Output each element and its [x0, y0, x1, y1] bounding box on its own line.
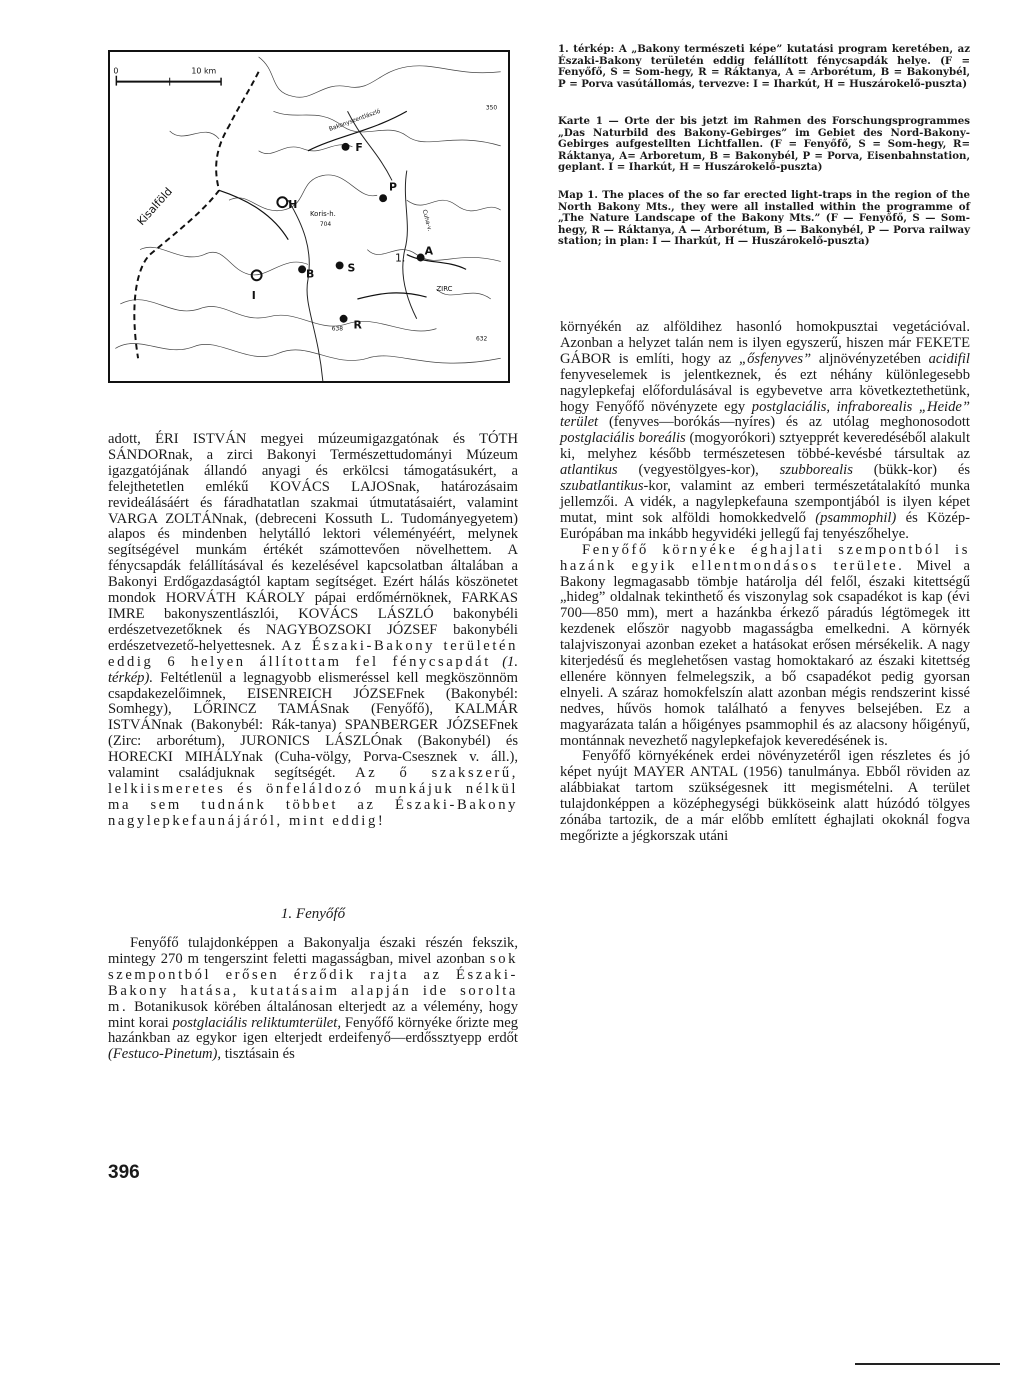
left-column-section-text [108, 936, 518, 1063]
fenyofo-text-4: tisztásain és [224, 1046, 295, 1063]
vegetation-paragraph [560, 320, 970, 543]
scale-start-label: 0 [113, 66, 119, 76]
rivers [288, 111, 416, 381]
marker-f-label: F [355, 140, 363, 154]
acknowledgements-paragraph [108, 432, 518, 830]
map-reference: (1. térkép). [108, 653, 518, 686]
right-column-text [560, 320, 970, 845]
veg-italic-6: szubborealis [779, 462, 853, 479]
fenyofo-emphasis: sok szempontból erősen érződik rajta az Északi-Bakony hatása, kutatásaim alapján ide sorolta m. [108, 950, 518, 1015]
veg-text-7: (bükk-kor) és [873, 462, 971, 479]
marker-s-label: S [347, 261, 356, 275]
map-number-label: 1. [394, 251, 406, 265]
marker-b-label: B [306, 267, 315, 281]
forest-paragraph: Fenyőfő környékének erdei növényzetéről igen részletes és jó képet nyújt MAYER ANTAL (1956) tanulmánya. Ebből röviden az alábbiakat tartom szükségesnek itt megismételni. A terület tulajdonképpen a középhegységi bükköseink alatt húzódó tölgyes zónába tartozik, de a már előbb említett éghajlati okoknál fogva megőrizte a jégkorszak utáni [560, 748, 970, 844]
marker-i-label: I [251, 288, 256, 302]
marker-fenyofo [342, 143, 350, 151]
zirc-label: ZIRC [436, 285, 453, 294]
veg-text-4: (fenyves—borókás—nyíres) és az utólag meghonosodott [608, 414, 970, 431]
region-label: Kisalföld [134, 185, 175, 228]
climate-emphasis: Fenyőfő környéke éghajlati szempontból is hazánk egyik ellentmondásos területe. [560, 541, 970, 574]
map-drawing [110, 52, 508, 381]
caption-english: Map 1. The places of the so far erected light-traps in the region of the North Bakony Mts., they were all installed within the programme of „The Nature Landscape of the Bakony Mts.” (F — Fenyőfő, S — Som-hegy, R — Ráktanya, A — Arborétum, B — Bakonybél, P — Porva railway station; in plan: I — Iharkút, H — Huszárokelő-puszta) [558, 189, 970, 248]
fenyofo-italic-2: (Festuco-Pinetum), [108, 1046, 222, 1063]
veg-text-9: és Közép-Európában ma inkább hegyvidéki jellegű faj tenyészőhelye. [560, 509, 970, 542]
veg-text-3: fenyveselemek is jelentkeznek, és ezt néhány különlegesebb nagylepkefaj előfordulásával is egybevetve arra következtethetünk, hogy Fenyőfő növényzete egy [560, 366, 970, 415]
terrain-contours [115, 57, 500, 363]
fenyofo-paragraph [108, 936, 518, 1063]
veg-italic-4: postglaciális boreális [560, 430, 686, 447]
climate-paragraph [560, 543, 970, 750]
veg-italic-5: atlantikus [560, 462, 618, 479]
marker-porva [379, 194, 387, 202]
marker-somhegy [336, 261, 344, 269]
veg-text-1: környékén az alföldihez hasonló homokpusztai vegetációval. Azonban a helyzet talán nem is ilyen egyszerű, hiszen már FEKETE GÁBOR is említi, hogy az [560, 319, 970, 367]
marker-raktanya [340, 315, 348, 323]
veg-italic-1: „ősfenyves” [739, 350, 812, 367]
scale-label: 10 km [191, 66, 217, 76]
elevation-350: 350 [485, 105, 498, 112]
peak-label: Koris-h. [309, 210, 336, 219]
valley-label: Cuha-v. [420, 209, 433, 232]
footer-rule [855, 1363, 1000, 1365]
veg-italic-3: postglaciális, infraborealis „Heide” terület [560, 398, 970, 431]
veg-text-2: aljnövényzetében [818, 350, 921, 367]
marker-r-label: R [353, 318, 362, 332]
veg-text-5: (mogyorókori) sztyepprét keveredéséből alakult ki, melyhez később természetesen többé-kevésbé társultak az [560, 430, 970, 463]
fenyofo-text-3: Fenyőfő környéke őrizte meg hazánkban az egykor igen elterjedt erdeifenyő—erdőssztyepp erdőt [108, 1014, 518, 1047]
marker-iharkut [252, 270, 262, 280]
elevation-638: 638 [331, 326, 344, 333]
caption-german: Karte 1 — Orte der bis jetzt im Rahmen des Forschungsprogrammes „Das Naturbild des Bakony-Gebirges” im Gebiet des Nord-Bakony-Gebirges aufgestellten Lichtfallen. (F = Fenyőfő, S = Som-hegy, R= Ráktanya, A= Arboretum, B = Bakonybél, P = Porva, Eisenbahnstation, geplant. I = Iharkút, H = Huszárokelő-puszta) [558, 115, 970, 174]
ack-text: adott, ÉRI ISTVÁN megyei múzeumigazgatónak és TÓTH SÁNDORnak, a zirci Bakonyi Természettudományi Múzeum igazgatójának állandó anyagi és erkölcsi támogatásukért, a felejthetetlen emlékű KOVÁCS LAJOSnak, határozásaim revideálásáért és fáradhatatlan szakmai útmutatásaiért, valamint VARGA ZOLTÁNnak, (debreceni Kossuth L. Tudományegyetem) alapos és mindenben helytálló lektori véleményéért, melynek segítségével munkám értékét számottevően növelhettem. A fénycsapdák felállításával és kezelésével kapcsolatban általában a Bakonyi Erdőgazdaságtól kaptam segítséget. Ezért hálás köszönetet mondok HORVÁTH KÁROLY pápai erdőmérnöknek, FARKAS IMRE bakonyszentlászlói, KOVÁCS LÁSZLÓ bakonybéli erdészetvezetőknek és NAGYBOZSOKI JÓZSEF bakonybéli erdészetvezető-helyettesnek. [108, 431, 518, 654]
marker-bakonybel [298, 265, 306, 273]
section-title: 1. Fenyőfő [280, 906, 346, 922]
elevation-704: 704 [319, 221, 332, 228]
veg-italic-2: acidifil [928, 350, 970, 367]
fenyofo-italic-1: postglaciális reliktumterület, [172, 1014, 341, 1031]
map-figure [108, 50, 510, 383]
marker-h-label: H [288, 198, 298, 212]
road-label: Bakonyszentlászló [328, 108, 382, 133]
left-column-text [108, 432, 518, 830]
veg-text-8: -kor, valamint az emberi természetátalakító munka jellemzői. A vidék, a nagylepkefauna szempontjából is ilyen képet mutat, mint sok alföldi homokkedvelő [560, 478, 970, 526]
marker-arboretum [417, 254, 425, 262]
fenyofo-text-1: Fenyőfő tulajdonképpen a Bakonyalja északi részén fekszik, mintegy 270 m tengerszint feletti magasságban, mivel azonban [108, 935, 518, 967]
marker-p-label: P [389, 180, 397, 194]
fenyofo-text-2: Botanikusok körében általánosan elterjedt az a vélemény, hogy mint korai [108, 998, 518, 1031]
ack-thanks: Feltétlenül a legnagyobb elismeréssel kell megköszönnöm csapdakezelőimnek, EISENREICH JÓZSEFnek (Bakonybél: Somhegy), LŐRINCZ TAMÁSnak (Fenyőfő), KALMÁR ISTVÁNnak (Bakonybél: Rák-tanya) SPANBERGER JÓZSEFnek (Zirc: arborétum), JURONICS LÁSZLÓnak (Bakonybél) és HORECKI MIHÁLYnak (Cuha-völgy, Porva-Csesznek v. áll.), valamint családjuknak segítségét. [108, 669, 518, 782]
climate-text: Mivel a Bakony legmagasabb tömbje határolja dél felől, északi kitettségű „hideg” oldalnak tekinthető és viszonylag sok csapadékot is kap (évi 700—850 mm), mert a hazánkba érkező páradús légtömegek itt kezdenek először nagyobb magasságba emelkedni. A környék talajviszonyai azonban ezeket a hatásokat erősen mérsékelik. A nagy kiterjedésű és meglehetősen vastag homoktakaró az északi kitettség ellenére könnyen felmelegszik, a bő csapadékot pedig gyorsan elnyeli. A száraz homokfelszín alatt azonban mégis rendszerint kissé nedves, hűvös homok található a fenyves belsejében. Ez a magyarázata talán a hőigényes psammophil és az alacsony hőigényű, montánnak nevezhető nagylepkefajok keveredésének is. [560, 557, 970, 749]
marker-huszarokelo [277, 197, 287, 207]
ack-emphasis-1: Az Északi-Bakony területén eddig 6 helyen állítottam fel fénycsapdát [108, 637, 519, 670]
veg-italic-7: szubatlantikus [560, 478, 644, 495]
veg-text-6: (vegyestölgyes-kor), [638, 462, 759, 479]
trap-markers [252, 141, 434, 332]
ack-emphasis-2: Az ő szakszerű, lelkiismeretes és önfeláldozó munkájuk nélkül ma sem tudnánk többet az Északi-Bakony nagylepkefaunájáról, mint eddig! [108, 765, 518, 829]
veg-italic-8: (psammophil) [815, 509, 897, 526]
caption-hungarian: 1. térkép: A „Bakony természeti képe” kutatási program keretében, az Északi-Bakony területén eddig felállított fénycsapdák helye. (F = Fenyőfő, S = Som-hegy, R = Ráktanya, A = Arborétum, B = Bakonybél, P = Porva vasútállomás, tervezve: I = Iharkút, H = Huszárokelő-puszta) [558, 43, 970, 90]
elevation-632: 632 [475, 336, 488, 343]
marker-a-label: A [424, 244, 434, 258]
page-number: 396 [108, 1162, 140, 1183]
